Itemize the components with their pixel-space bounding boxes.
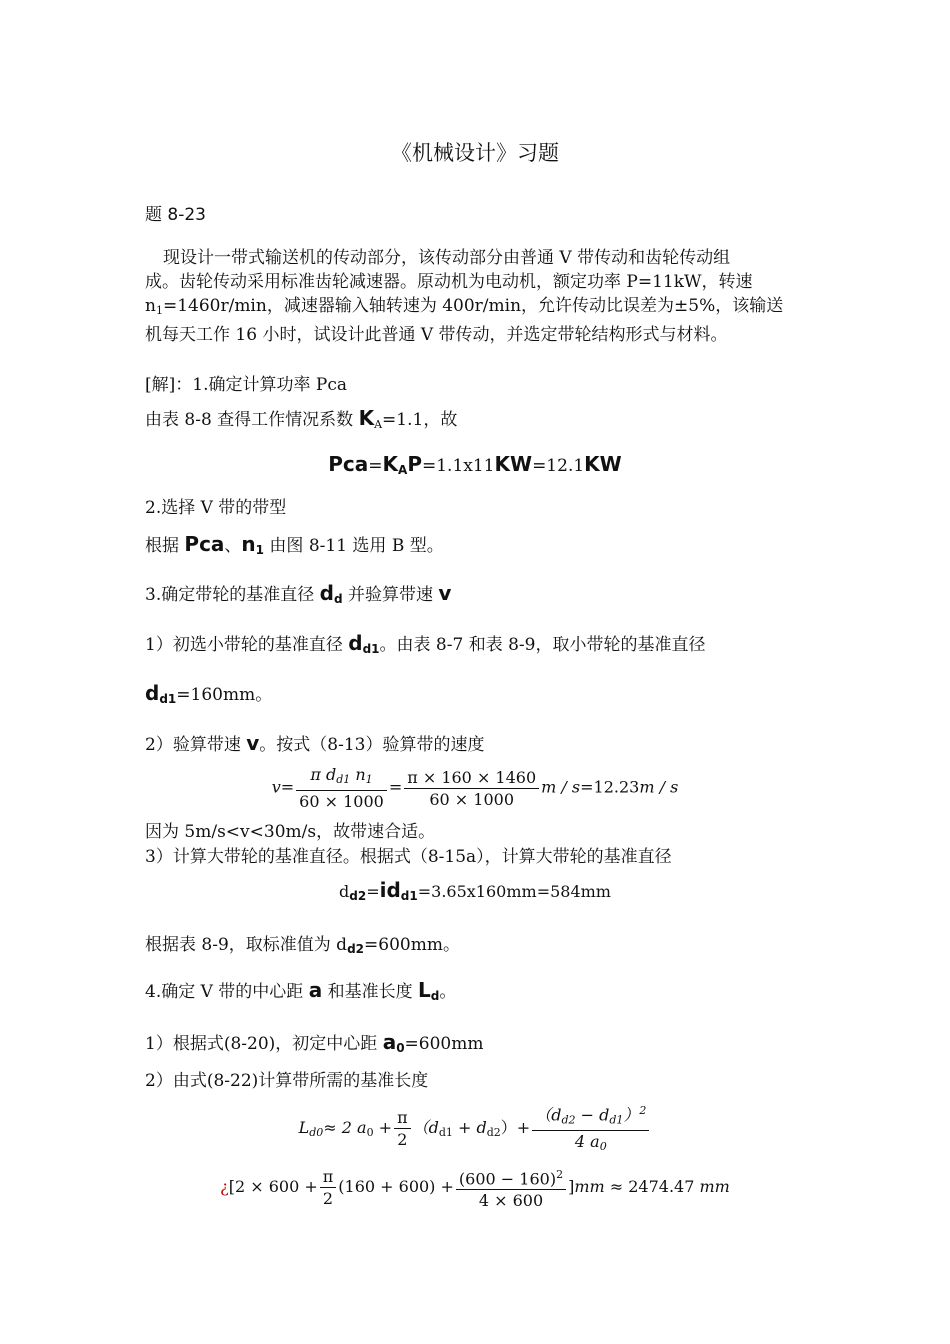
eq5-square: 2 bbox=[556, 1168, 564, 1181]
step4-heading bbox=[145, 977, 456, 1003]
step4-1 bbox=[145, 1029, 483, 1055]
step3-d-sub: d bbox=[333, 592, 343, 606]
eq5-close: ] bbox=[568, 1177, 575, 1197]
step4-1-pre: 1）根据式(8-20)，初定中心距 bbox=[145, 1034, 383, 1054]
equation-dd2 bbox=[0, 878, 950, 903]
k-subscript: A bbox=[374, 418, 383, 431]
eq4-num-sub2: d1 bbox=[609, 1113, 624, 1127]
eq1-kw2: KW bbox=[584, 452, 622, 476]
eq4-num-close: ） bbox=[623, 1105, 640, 1125]
eq3-post: =3.65x160mm=584mm bbox=[417, 882, 611, 901]
step3-1 bbox=[145, 630, 705, 656]
eq4-pi: π bbox=[394, 1107, 411, 1129]
step4-mid: 和基准长度 bbox=[322, 982, 419, 1002]
dd1-symbol: d bbox=[145, 681, 160, 705]
eq4-den-text: 4 a bbox=[574, 1132, 600, 1152]
eq4-l: L bbox=[298, 1118, 310, 1138]
eq5-unit2: mm bbox=[699, 1177, 730, 1197]
eq2-num1-nsub: 1 bbox=[365, 773, 373, 786]
eq2-frac2 bbox=[404, 767, 539, 810]
step2-pre: 根据 bbox=[145, 536, 185, 556]
eq5-frac bbox=[456, 1164, 566, 1211]
intro-n-subscript: 1 bbox=[155, 304, 163, 317]
eq5-num bbox=[456, 1164, 566, 1190]
eq4-frac bbox=[532, 1100, 649, 1157]
eq4-d2-sub: d2 bbox=[486, 1126, 501, 1140]
step2-heading: 2.选择 V 带的带型 bbox=[145, 498, 287, 518]
step4-l: L bbox=[418, 978, 431, 1002]
step3-3: 3）计算大带轮的基准直径。根据式（8-15a），计算大带轮的基准直径 bbox=[145, 847, 672, 867]
intro-n-symbol: n bbox=[145, 296, 156, 316]
eq1-mid2: =12.1 bbox=[532, 456, 585, 476]
step3-v: v bbox=[438, 581, 452, 605]
step3-1-post: 。由表 8-7 和表 8-9，取小带轮的基准直径 bbox=[379, 635, 706, 655]
velocity-check: 因为 5m/s<v<30m/s，故带速合适。 bbox=[145, 822, 436, 842]
step4-1-a: a bbox=[382, 1030, 397, 1054]
eq5-pi: π bbox=[320, 1166, 337, 1188]
step4-a: a bbox=[308, 978, 323, 1002]
step3-heading bbox=[145, 580, 451, 606]
step3-2 bbox=[145, 730, 484, 755]
eq1-k-sub: A bbox=[398, 463, 408, 477]
eq2-eq2: = bbox=[388, 777, 403, 797]
eq2-den1: 60 × 1000 bbox=[299, 792, 384, 811]
eq2-v: v bbox=[271, 777, 281, 797]
eq2-num1-sub: d1 bbox=[336, 773, 351, 786]
intro-line-3-text: =1460r/min，减速器输入轴转速为 400r/min，允许传动比误差为±5%，该输送 bbox=[162, 296, 784, 316]
std-pre: 根据表 8-9，取标准值为 d bbox=[145, 935, 348, 955]
eq2-num1-n: n bbox=[350, 765, 366, 784]
step3-2-post: 。按式（8-13）验算带的速度 bbox=[259, 735, 485, 755]
step4-2: 2）由式(8-22)计算带所需的基准长度 bbox=[145, 1071, 429, 1091]
equation-length-value bbox=[0, 1164, 950, 1211]
step3-d: d bbox=[319, 581, 334, 605]
eq4-approx: ≈ 2 a bbox=[323, 1118, 367, 1138]
dd1-sub: d1 bbox=[159, 692, 177, 706]
eq2-den2: 60 × 1000 bbox=[429, 789, 515, 809]
eq4-square: 2 bbox=[639, 1104, 647, 1117]
dd1-value: =160mm。 bbox=[176, 685, 273, 705]
step3-2-v: v bbox=[246, 731, 260, 755]
intro-line-2: 成。齿轮传动采用标准齿轮减速器。原动机为电动机，额定功率 P=11kW，转速 bbox=[145, 272, 753, 292]
std-sub: d2 bbox=[347, 942, 365, 956]
step3-1-value bbox=[145, 680, 272, 706]
eq2-unit1: m / s bbox=[541, 777, 581, 797]
step1-heading: [解]：1.确定计算功率 Pca bbox=[145, 375, 347, 395]
eq5-glyph: ¿ bbox=[220, 1177, 229, 1197]
step1-coef-text: 由表 8-8 查得工作情况系数 bbox=[145, 410, 359, 430]
equation-length-formula bbox=[0, 1100, 950, 1157]
equation-velocity bbox=[0, 764, 950, 812]
step4-1-post: =600mm bbox=[404, 1034, 484, 1054]
step2-pca: Pca bbox=[184, 532, 225, 556]
eq4-a-sub: 0 bbox=[366, 1126, 374, 1140]
eq1-mid: =1.1x11 bbox=[422, 456, 495, 476]
step2-selection bbox=[145, 531, 444, 557]
intro-line-4: 机每天工作 16 小时，试设计此普通 V 带传动，并选定带轮结构形式与材料。 bbox=[145, 325, 728, 345]
eq3-d: d bbox=[339, 882, 350, 901]
step1-coefficient bbox=[145, 405, 457, 431]
step4-pre: 4.确定 V 带的中心距 bbox=[145, 982, 309, 1002]
intro-line-1: 现设计一带式输送机的传动部分，该传动部分由普通 V 带传动和齿轮传动组 bbox=[163, 248, 731, 268]
eq3-id: id bbox=[379, 878, 401, 902]
step1-coef-value: =1.1，故 bbox=[382, 410, 458, 430]
eq4-num bbox=[532, 1100, 649, 1131]
eq4-plus: + bbox=[373, 1118, 393, 1138]
eq2-num2: π × 160 × 1460 bbox=[404, 767, 539, 789]
intro-line-3 bbox=[145, 294, 810, 323]
eq5-mid: (160 + 600) + bbox=[338, 1177, 454, 1197]
eq4-num-sub1: d2 bbox=[561, 1113, 576, 1127]
eq2-eq: = bbox=[280, 777, 295, 797]
eq4-close: ）+ bbox=[500, 1118, 531, 1138]
eq4-pi-frac bbox=[394, 1107, 411, 1150]
step3-1-d: d bbox=[348, 631, 363, 655]
step4-l-sub: d bbox=[430, 989, 440, 1003]
step2-post: 由图 8-11 选用 B 型。 bbox=[264, 536, 444, 556]
step3-1-d-sub: d1 bbox=[362, 642, 380, 656]
eq3-sub2: d1 bbox=[400, 889, 418, 903]
eq5-den: 4 × 600 bbox=[478, 1191, 544, 1211]
step3-pre: 3.确定带轮的基准直径 bbox=[145, 585, 320, 605]
eq4-plus2: + d bbox=[452, 1118, 487, 1138]
eq3-eq: = bbox=[366, 882, 380, 901]
eq1-equals: = bbox=[368, 456, 383, 476]
eq1-kw1: KW bbox=[494, 452, 533, 476]
eq5-num-text: (600 − 160) bbox=[458, 1169, 557, 1189]
step2-sep: 、 bbox=[224, 536, 242, 556]
eq5-unit: mm bbox=[574, 1177, 605, 1197]
eq4-den bbox=[532, 1131, 649, 1157]
problem-number: 题 8-23 bbox=[145, 205, 206, 225]
eq2-frac1 bbox=[296, 764, 387, 812]
k-symbol: K bbox=[358, 406, 375, 430]
eq1-pca: Pca bbox=[328, 452, 369, 476]
page-title: 《机械设计》习题 bbox=[391, 141, 559, 165]
step3-2-pre: 2）验算带速 bbox=[145, 735, 247, 755]
step3-1-pre: 1）初选小带轮的基准直径 bbox=[145, 635, 349, 655]
eq3-sub1: d2 bbox=[349, 889, 367, 903]
step2-n-sub: 1 bbox=[255, 543, 265, 557]
eq4-d1-sub: d1 bbox=[438, 1126, 453, 1140]
eq5-two: 2 bbox=[322, 1189, 334, 1209]
step4-1-a-sub: 0 bbox=[396, 1041, 405, 1055]
eq4-paren: （d bbox=[412, 1118, 439, 1138]
eq5-pi-frac bbox=[320, 1166, 337, 1209]
eq5-approx: ≈ 2474.47 bbox=[604, 1177, 700, 1197]
step3-mid: 并验算带速 bbox=[342, 585, 439, 605]
std-post: =600mm。 bbox=[364, 935, 460, 955]
standard-dd2 bbox=[145, 930, 460, 956]
eq1-k: K bbox=[382, 452, 399, 476]
equation-pca bbox=[0, 452, 950, 477]
eq4-den-sub: 0 bbox=[599, 1140, 607, 1154]
eq4-two: 2 bbox=[397, 1130, 408, 1150]
eq2-num1 bbox=[296, 764, 387, 791]
eq4-num-mid: − d bbox=[575, 1105, 610, 1125]
eq1-p: P bbox=[407, 452, 422, 476]
eq2-unit2: m / s bbox=[639, 777, 679, 797]
eq4-num-d: （d bbox=[535, 1105, 562, 1125]
eq5-open: [2 × 600 + bbox=[228, 1177, 318, 1197]
eq4-l-sub: d0 bbox=[309, 1126, 324, 1140]
problem-statement bbox=[145, 246, 810, 347]
eq2-result: =12.23 bbox=[580, 777, 640, 797]
step4-post: 。 bbox=[439, 982, 457, 1002]
step2-n: n bbox=[241, 532, 256, 556]
eq2-num1-text: π d bbox=[310, 765, 337, 784]
